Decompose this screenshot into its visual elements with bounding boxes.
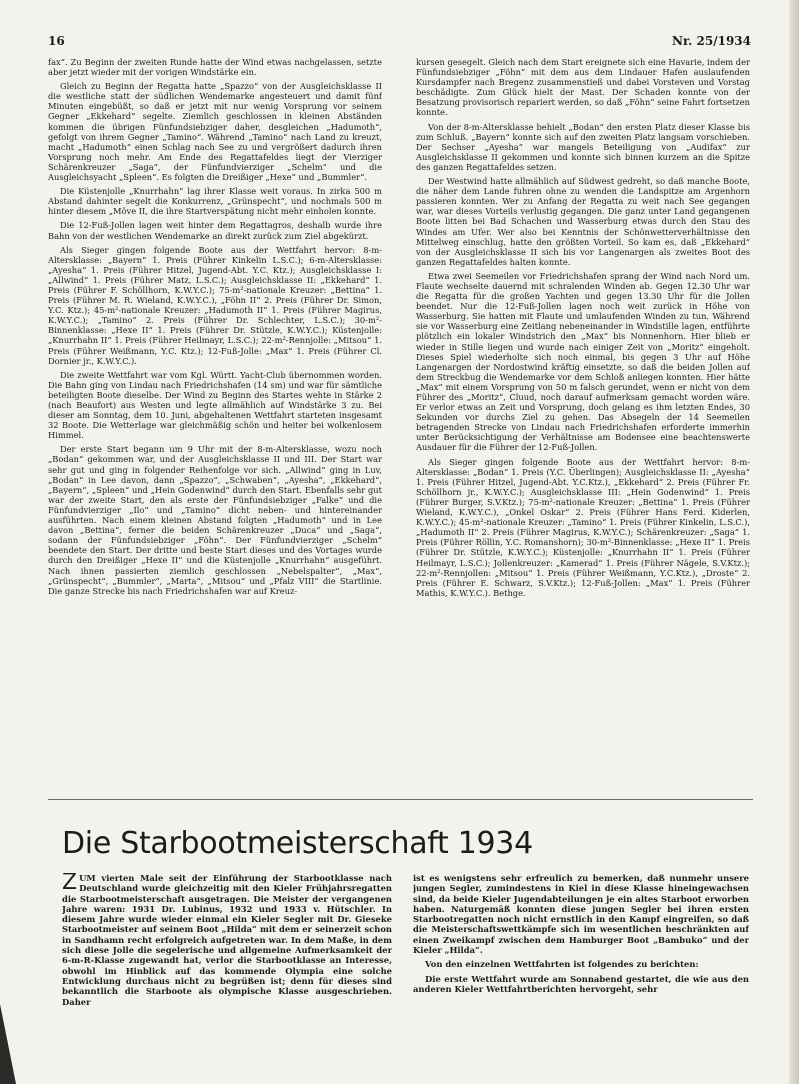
paragraph: ist es wenigstens sehr erfreulich zu bemerken, daß nunmehr unsere jungen Segler, zumindestens in Kiel in diese Klasse hineingewachsen sind, da beide Kieler Jugendabteilungen je ein altes Starboot erworben haben. Naturgemäß konnten diese jungen Segler bei ihren ersten Starbootregatten noch nicht ernstlich in den Kampf eingreifen, so daß die Meisterschaftswettkämpfe sich im wesentlichen beschränkten auf einen Zweikampf zwischen dem Hamburger Boot „Bambuko“ und der Kieler „Hilda“.: [413, 873, 749, 956]
drop-cap: Z: [62, 873, 78, 895]
paragraph: Etwa zwei Seemeilen vor Friedrichshafen sprang der Wind nach Nord um. Flaute wechselte dauernd mit schralenden Winden ab. Gegen 12.30 Uhr war die Regatta für die großen Yachten und gegen 13.30 Uhr für die Jollen beendet. Nur die 12-Fuß-Jollen lagen noch weit zurück in Höhe von Wasserburg. Sie hatten mit Flaute und umlaufenden Winden zu tun. Während sie vor Wasserburg eine Zeitlang nebeneinander in Windstille lagen, entführte plötzlich ein lokaler Windstrich den „Max“ bis Nonnenhorn. Hier blieb er wieder in Stille liegen und wurde nach einiger Zeit von „Moritz“ eingeholt. Dieses Spiel wiederholte sich noch einmal, bis gegen 3 Uhr auf Höhe Langenargen der Nordostwind kräftig einsetzte, so daß die beiden Jollen auf dem Streckbug die Wendemarke vor dem Schloß anliegen konnten. Hier hätte „Max“ mit einem Vorsprung von 50 m falsch gerundet, wenn er nicht von dem Führer des „Moritz“, Cluud, noch darauf aufmerksam gemacht worden wäre. Er verlor etwas an Zeit und Vorsprung, doch gelang es ihm letzten Endes, 30 Sekunden vor durchs Ziel zu gehen. Das Absegeln der 14 Seemeilen betragenden Strecke von Lindau nach Friedrichshafen erforderte immerhin unter Berücksichtigung der Verhältnisse am Bodensee eine beachtenswerte Ausdauer für die Führer der 12-Fuß-Jollen.: [416, 270, 750, 453]
article-left-column: [62, 873, 392, 1045]
paragraph: kursen gesegelt. Gleich nach dem Start ereignete sich eine Havarie, indem der Fünfundsiebziger „Föhn“ mit dem aus dem Lindauer Hafen auslaufenden Kursdampfer nach Bregenz zusammenstieß und dabei Vorsteven und Vorstag beschädigte. Zum Glück hielt der Mast. Der Schaden konnte von der Besatzung provisorisch repariert werden, so daß „Föhn“ seine Fahrt fortsetzen konnte.: [416, 57, 750, 118]
section-divider: [48, 799, 753, 800]
binding-corner: [0, 1004, 16, 1084]
left-column: [48, 57, 382, 784]
paragraph: Der erste Start begann um 9 Uhr mit der 8-m-Altersklasse, wozu noch „Bodan“ gekommen war, und der Ausgleichsklasse II und III. Der Start war sehr gut und ging in folgender Reihenfolge vor sich. „Allwind“ ging in Luv, „Bodan“ in Lee davon, dann „Spazzo“, „Schwaben“, „Ayesha“, „Ekkehard“, „Bayern“, „Spleen“ und „Hein Godenwind“ durch den Start. Ebenfalls sehr gut war der zweite Start, den als erste der Fünfundsiebziger „Falke“ und die Fünfundvierziger „Ilo“ und „Tamino“ dicht neben- und hintereinander ausführten. Nach einem kleinen Abstand folgten „Hadumoth“ und in Lee davon „Bettina“, ferner die beiden Schärenkreuzer „Duca“ und „Saga“, sodann der Fünfundsiebziger „Föhn“. Der Fünfundvierziger „Schelm“ beendete den Start. Der dritte und beste Start dieses und des Vortages wurde durch den Dreißiger „Hexe II“ und die Küstenjolle „Knurrhahn“ ausgeführt. Nach ihnen passierten ziemlich geschlossen „Nebelspalter“, „Max“, „Grünspecht“, „Bummler“, „Marta“, „Mitsou“ und „Pfalz VIII“ die Startlinie. Die ganze Strecke bis nach Friedrichshafen war auf Kreuz-: [48, 444, 382, 596]
paragraph: Der Westwind hatte allmählich auf Südwest gedreht, so daß manche Boote, die näher dem Lande fuhren ohne zu wenden die Landspitze am Argenhorn passieren konnten. Wer zu Anfang der Regatta zu weit nach See gegangen war, war dieses Vorteils verlustig gegangen. Die ganz unter Land gegangenen Boote litten bei Bad Schachen und Wasserburg etwas durch den Stau des Windes am Ufer. Wer also bei Kenntnis der Schönwetterverhältnisse den Mittelweg einschlug, hatte den größten Vorteil. So kam es, daß „Ekkehard“ von der Ausgleichsklasse II sich bis vor Langenargen als zweites Boot des ganzen Regattafeldes halten konnte.: [416, 176, 750, 267]
paragraph: Die 12-Fuß-Jollen lagen weit hinter dem Regattagros, deshalb wurde ihre Bahn von der westlichen Wendemarke an direkt zurück zum Ziel abgekürzt.: [48, 220, 382, 241]
paragraph: Die zweite Wettfahrt war vom Kgl. Württ. Yacht-Club übernommen worden. Die Bahn ging von Lindau nach Friedrichshafen (14 sm) und war für sämtliche beteiligten Boote dieselbe. Der Wind zu Beginn des Startes wehte in Stärke 2 (nach Beaufort) aus Westen und legte allmählich auf Windstärke 3 zu. Bei dieser am Sonntag, dem 10. Juni, abgehaltenen Wettfahrt starteten insgesamt 32 Boote. Die Wetterlage war gleichmäßig schön und heiter bei wolkenlosem Himmel.: [48, 369, 382, 441]
paragraph: Gleich zu Beginn der Regatta hatte „Spazzo“ von der Ausgleichsklasse II die westliche statt der südlichen Wendemarke angesteuert und damit fünf Minuten eingebüßt, so daß er jetzt mit nur wenig Vorsprung vor seinem Gegner „Ekkehard“ segelte. Ziemlich geschlossen in kleinen Abständen kommen die übrigen Fünfundsiebziger daher, desgleichen „Hadumoth“, gefolgt von ihrem Gegner „Tamino“. Während „Tamino“ nach Land zu kreuzt, macht „Hadumoth“ einen Schlag nach See zu und vergrößert dadurch ihren Vorsprung noch mehr. Am Ende des Regattafeldes liegt der Vierziger Schärenkreuzer „Saga“, der Fünfundvierziger „Schelm“ und die Ausgleichsyacht „Spleen“. Es folgten die Dreißiger „Hexe“ und „Bummler“.: [48, 81, 382, 183]
paragraph: Als Sieger gingen folgende Boote aus der Wettfahrt hervor: 8-m-Altersklasse: „Bodan“ 1. Preis (Y.C. Überlingen); Ausgleichsklasse II: „Ayesha“ 1. Preis (Führer Hitzel, Jugend-Abt. Y.C.Ktz.), „Ekkehard“ 2. Preis (Führer Fr. Schöllhorn jr., K.W.Y.C.); Ausgleichsklasse III: „Hein Godenwind“ 1. Preis (Führer Burger, S.V.Ktz.); 75-m²-nationale Kreuzer: „Bettina“ 1. Preis (Führer Wieland, K.W.Y.C.), „Onkel Oskar“ 2. Preis (Führer Hans Ferd. Kiderlen, K.W.Y.C.); 45-m²-nationale Kreuzer: „Tamino“ 1. Preis (Führer Kinkelin, L.S.C.), „Hadumoth II“ 2. Preis (Führer Magirus, K.W.Y.C.); Schärenkreuzer: „Saga“ 1. Preis (Führer Röllin, Y.C. Romanshorn); 30-m²-Binnenklasse: „Hexe II“ 1. Preis (Führer Dr. Stützle, K.W.Y.C.); Küstenjolle: „Knurrhahn II“ 1. Preis (Führer Heilmayr, L.S.C.); Jollenkreuzer: „Kamerad“ 1. Preis (Führer Nägele, S.V.Ktz.); 22-m²-Rennjollen: „Mitsou“ 1. Preis (Führer Weißmann, Y.C.Ktz.), „Droste“ 2. Preis (Führer E. Schwarz, S.V.Ktz.); 12-Fuß-Jollen: „Max“ 1. Preis (Führer Mathis, K.W.Y.C.). Bethge.: [416, 456, 750, 598]
paragraph: Von den einzelnen Wettfahrten ist folgendes zu berichten:: [425, 959, 699, 970]
paragraph: Von der 8-m-Altersklasse behielt „Bodan“ den ersten Platz dieser Klasse bis zum Schluß. „Bayern“ konnte sich auf den zweiten Platz langsam vorschieben. Der Sechser „Ayesha“ war mangels Beteiligung von „Audifax“ zur Ausgleichsklasse II gekommen und konnte sich binnen kurzem an die Spitze des ganzen Regattafeldes setzen.: [416, 121, 750, 172]
paragraph: Als Sieger gingen folgende Boote aus der Wettfahrt hervor: 8-m-Altersklasse: „Bayern“ 1. Preis (Führer Kinkelin L.S.C.); 6-m-Altersklasse: „Ayesha“ 1. Preis (Führer Hitzel, Jugend-Abt. Y.C. Ktz.); Ausgleichsklasse I: „Allwind“ 1. Preis (Führer Matz, L.S.C.); Ausgleichsklasse II: „Ekkehard“ 1. Preis (Führer F. Schöllhorn, K.W.Y.C.); 75-m²-nationale Kreuzer: „Bettina“ 1. Preis (Führer M. R. Wieland, K.W.Y.C.), „Föhn II“ 2. Preis (Führer Dr. Simon, Y.C. Ktz.); 45-m²-nationale Kreuzer: „Hadumoth II“ 1. Preis (Führer Magirus, K.W.Y.C.); „Tamino“ 2. Preis (Führer Dr. Schlechter, L.S.C.); 30-m²-Binnenklasse: „Hexe II“ 1. Preis (Führer Dr. Stützle, K.W.Y.C.); Küstenjolle: „Knurrhahn II“ 1. Preis (Führer Heilmayr, L.S.C.); 22-m²-Rennjolle: „Mitsou“ 1. Preis (Führer Weißmann, Y.C. Ktz.); 12-Fuß-Jolle: „Max“ 1. Preis (Führer Cl. Dornier jr., K.W.Y.C.).: [48, 244, 382, 366]
paragraph-text: UM vierten Male seit der Einführung der Starbootklasse nach Deutschland wurde gleichzeitig mit den Kieler Frühjahrsregatten die Starbootmeisterschaft ausgetragen. Die Meister der vergangenen Jahre waren: 1931 Dr. Lubinus, 1932 und 1933 v. Hütschler. In diesem Jahre wurde wieder einmal ein Kieler Segler mit Dr. Gieseke Starbootmeister auf seinem Boot „Hilda“ mit dem er seinerzeit schon in Sandhamn recht erfolgreich aufgetreten war. In dem Maße, in dem sich diese Jolle die segelerische und allgemeine Aufmerksamkeit der 6-m-R-Klasse zugewandt hat, verlor die Starbootklasse an Interesse, obwohl im Hinblick auf das kommende Olympia eine solche Entwicklung durchaus nicht zu begrüßen ist; denn für dieses sind bekanntlich die Starboote als olympische Klasse ausgeschrieben. Daher: [62, 873, 392, 1007]
article-headline: Die Starbootmeisterschaft 1934: [62, 826, 533, 861]
page-edge-shadow: [789, 0, 799, 1084]
paragraph: fax“. Zu Beginn der zweiten Runde hatte der Wind etwas nachgelassen, setzte aber jetzt wieder mit der vorigen Windstärke ein.: [48, 57, 382, 78]
page-number: 16: [48, 34, 65, 48]
paragraph: Die erste Wettfahrt wurde am Sonnabend gestartet, die wie aus den anderen Kieler Wettfahrtberichten hervorgeht, sehr: [413, 973, 749, 994]
paragraph: Die Küstenjolle „Knurrhahn“ lag ihrer Klasse weit voraus. In zirka 500 m Abstand dahinter segelt die Konkurrenz, „Grünspecht“, und nochmals 500 m hinter diesem „Möve II, die ihre Startverspätung nicht mehr einholen konnte.: [48, 186, 382, 217]
right-column: [416, 57, 750, 784]
issue-number: Nr. 25/1934: [671, 34, 751, 48]
article-right-column: [413, 873, 749, 1045]
paragraph: [62, 873, 392, 1007]
